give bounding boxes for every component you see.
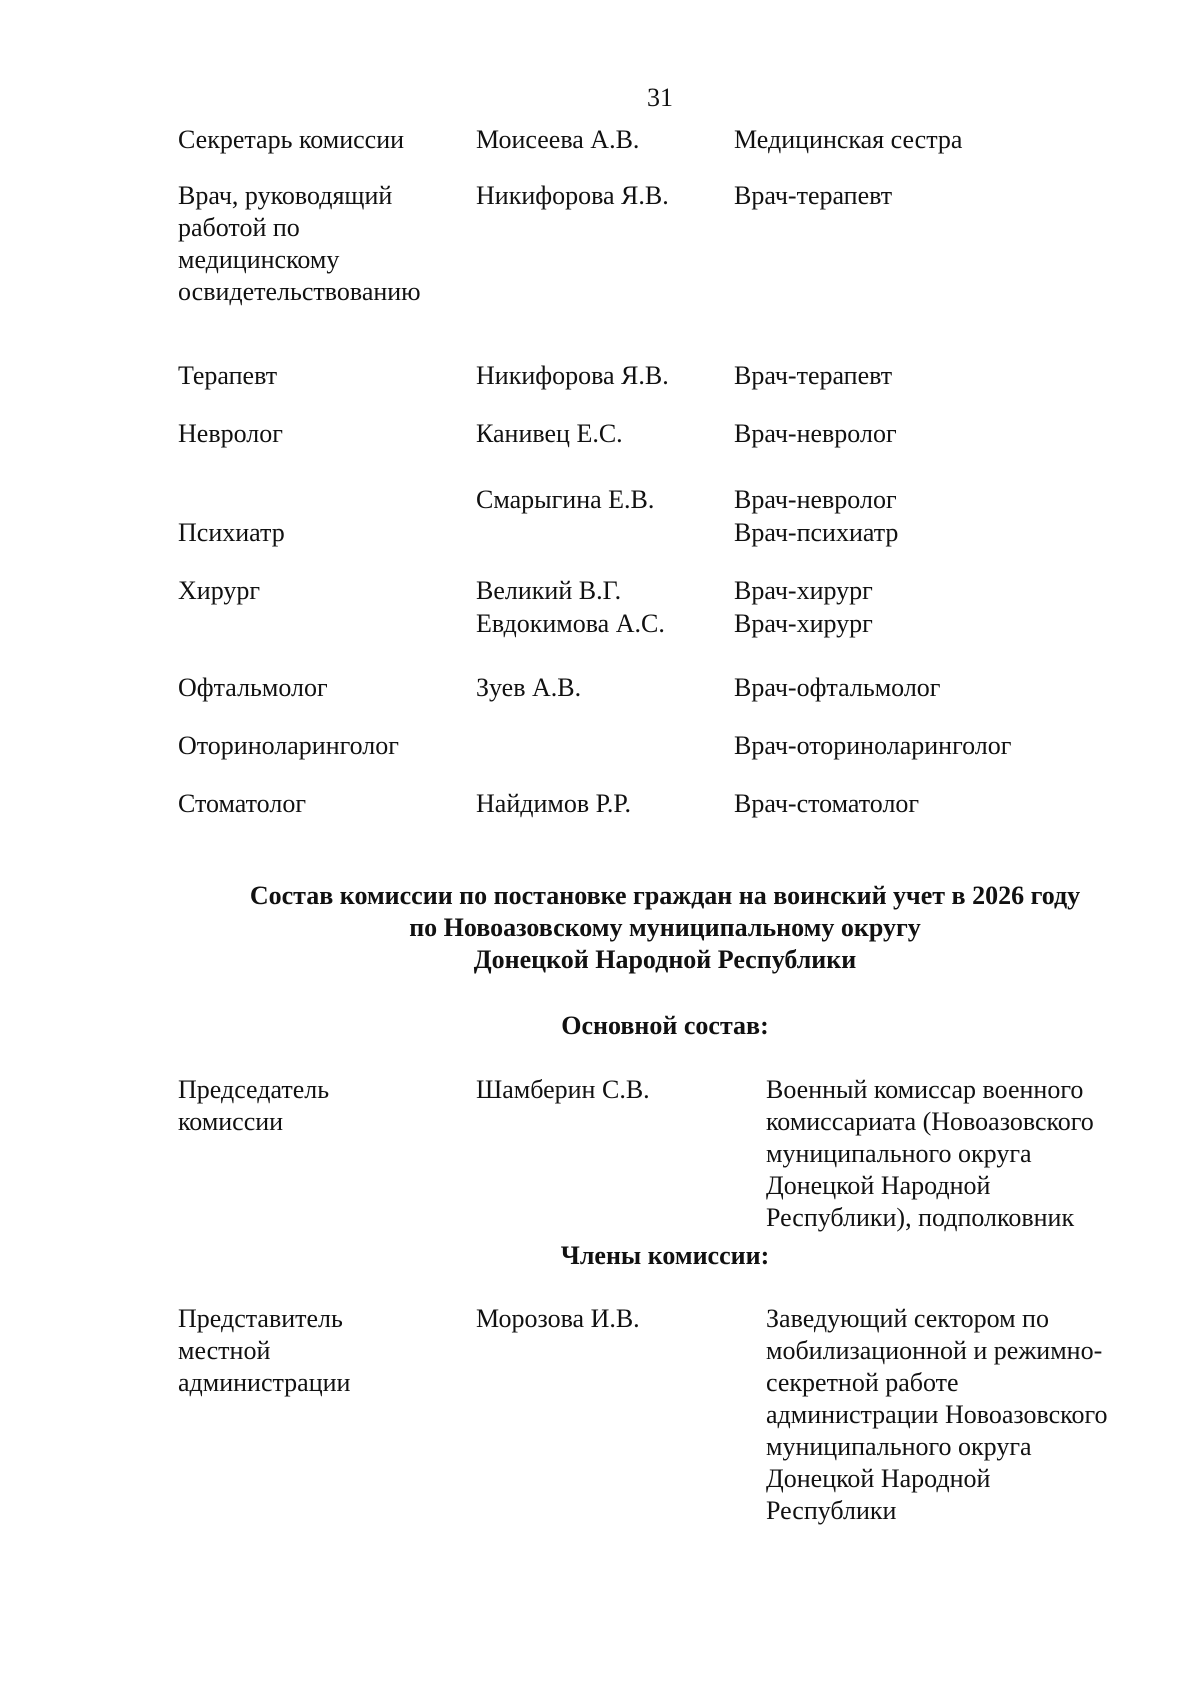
position-cell: Врач-хирург [734,609,873,638]
page-number: 31 [647,83,673,112]
position-line: Заведующий сектором по [766,1304,1049,1333]
role-line: работой по [178,213,300,242]
name-cell: Зуев А.В. [476,673,582,702]
position-line: администрации Новоазовского [766,1400,1108,1429]
role-cell: Офтальмолог [178,673,328,702]
name-cell: Евдокимова А.С. [476,609,665,638]
position-cell: Врач-терапевт [734,361,893,390]
position-cell: Врач-терапевт [734,181,893,210]
main-composition-heading: Основной состав: [561,1011,769,1040]
position-line: Донецкой Народной [766,1464,991,1493]
role-line: Представитель [178,1304,343,1333]
position-line: Республики [766,1496,897,1525]
role-cell: Терапевт [178,361,278,390]
name-cell: Никифорова Я.В. [476,181,669,210]
role-line: администрации [178,1368,351,1397]
section-title-line: Донецкой Народной Республики [473,945,857,974]
position-cell: Врач-офтальмолог [734,673,941,702]
role-line: освидетельствованию [178,277,421,306]
role-line: местной [178,1336,271,1365]
position-line: муниципального округа [766,1432,1032,1461]
position-line: секретной работе [766,1368,959,1397]
role-line: Председатель [178,1075,330,1104]
position-line: Военный комиссар военного [766,1075,1084,1104]
name-cell: Найдимов Р.Р. [476,789,632,818]
role-cell: Стоматолог [178,789,306,818]
name-cell: Морозова И.В. [476,1304,640,1333]
role-line: медицинскому [178,245,340,274]
name-cell: Шамберин С.В. [476,1075,650,1104]
position-cell [766,1074,1094,1234]
role-cell: Секретарь комиссии [178,125,405,154]
role-cell: Оториноларинголог [178,731,399,760]
position-line: Донецкой Народной [766,1171,991,1200]
section-title-line: Состав комиссии по постановке граждан на воинский учет в 2026 году [249,881,1081,910]
position-line: муниципального округа [766,1139,1032,1168]
position-cell: Медицинская сестра [734,125,963,154]
position-cell: Врач-стоматолог [734,789,920,818]
role-cell [178,1303,350,1399]
position-cell: Врач-оториноларинголог [734,731,1012,760]
role-cell: Хирург [178,576,261,605]
role-cell [178,180,421,308]
position-line: комиссариата (Новоазовского [766,1107,1094,1136]
position-line: мобилизационной и режимно- [766,1336,1103,1365]
role-line: комиссии [178,1107,284,1136]
role-cell: Психиатр [178,518,285,547]
name-cell: Смарыгина Е.В. [476,485,655,514]
members-heading: Члены комиссии: [560,1241,770,1270]
name-cell: Моисеева А.В. [476,125,640,154]
position-cell: Врач-хирург [734,576,873,605]
name-cell: Канивец Е.С. [476,419,623,448]
role-cell [178,1074,329,1138]
position-cell: Врач-невролог [734,419,897,448]
position-cell [766,1303,1108,1527]
position-cell: Врач-невролог [734,485,897,514]
name-cell: Никифорова Я.В. [476,361,669,390]
section-title-line: по Новоазовскому муниципальному округу [409,913,921,942]
name-cell: Великий В.Г. [476,576,622,605]
role-line: Врач, руководящий [178,181,393,210]
position-cell: Врач-психиатр [734,518,899,547]
role-cell: Невролог [178,419,283,448]
position-line: Республики), подполковник [766,1203,1075,1232]
